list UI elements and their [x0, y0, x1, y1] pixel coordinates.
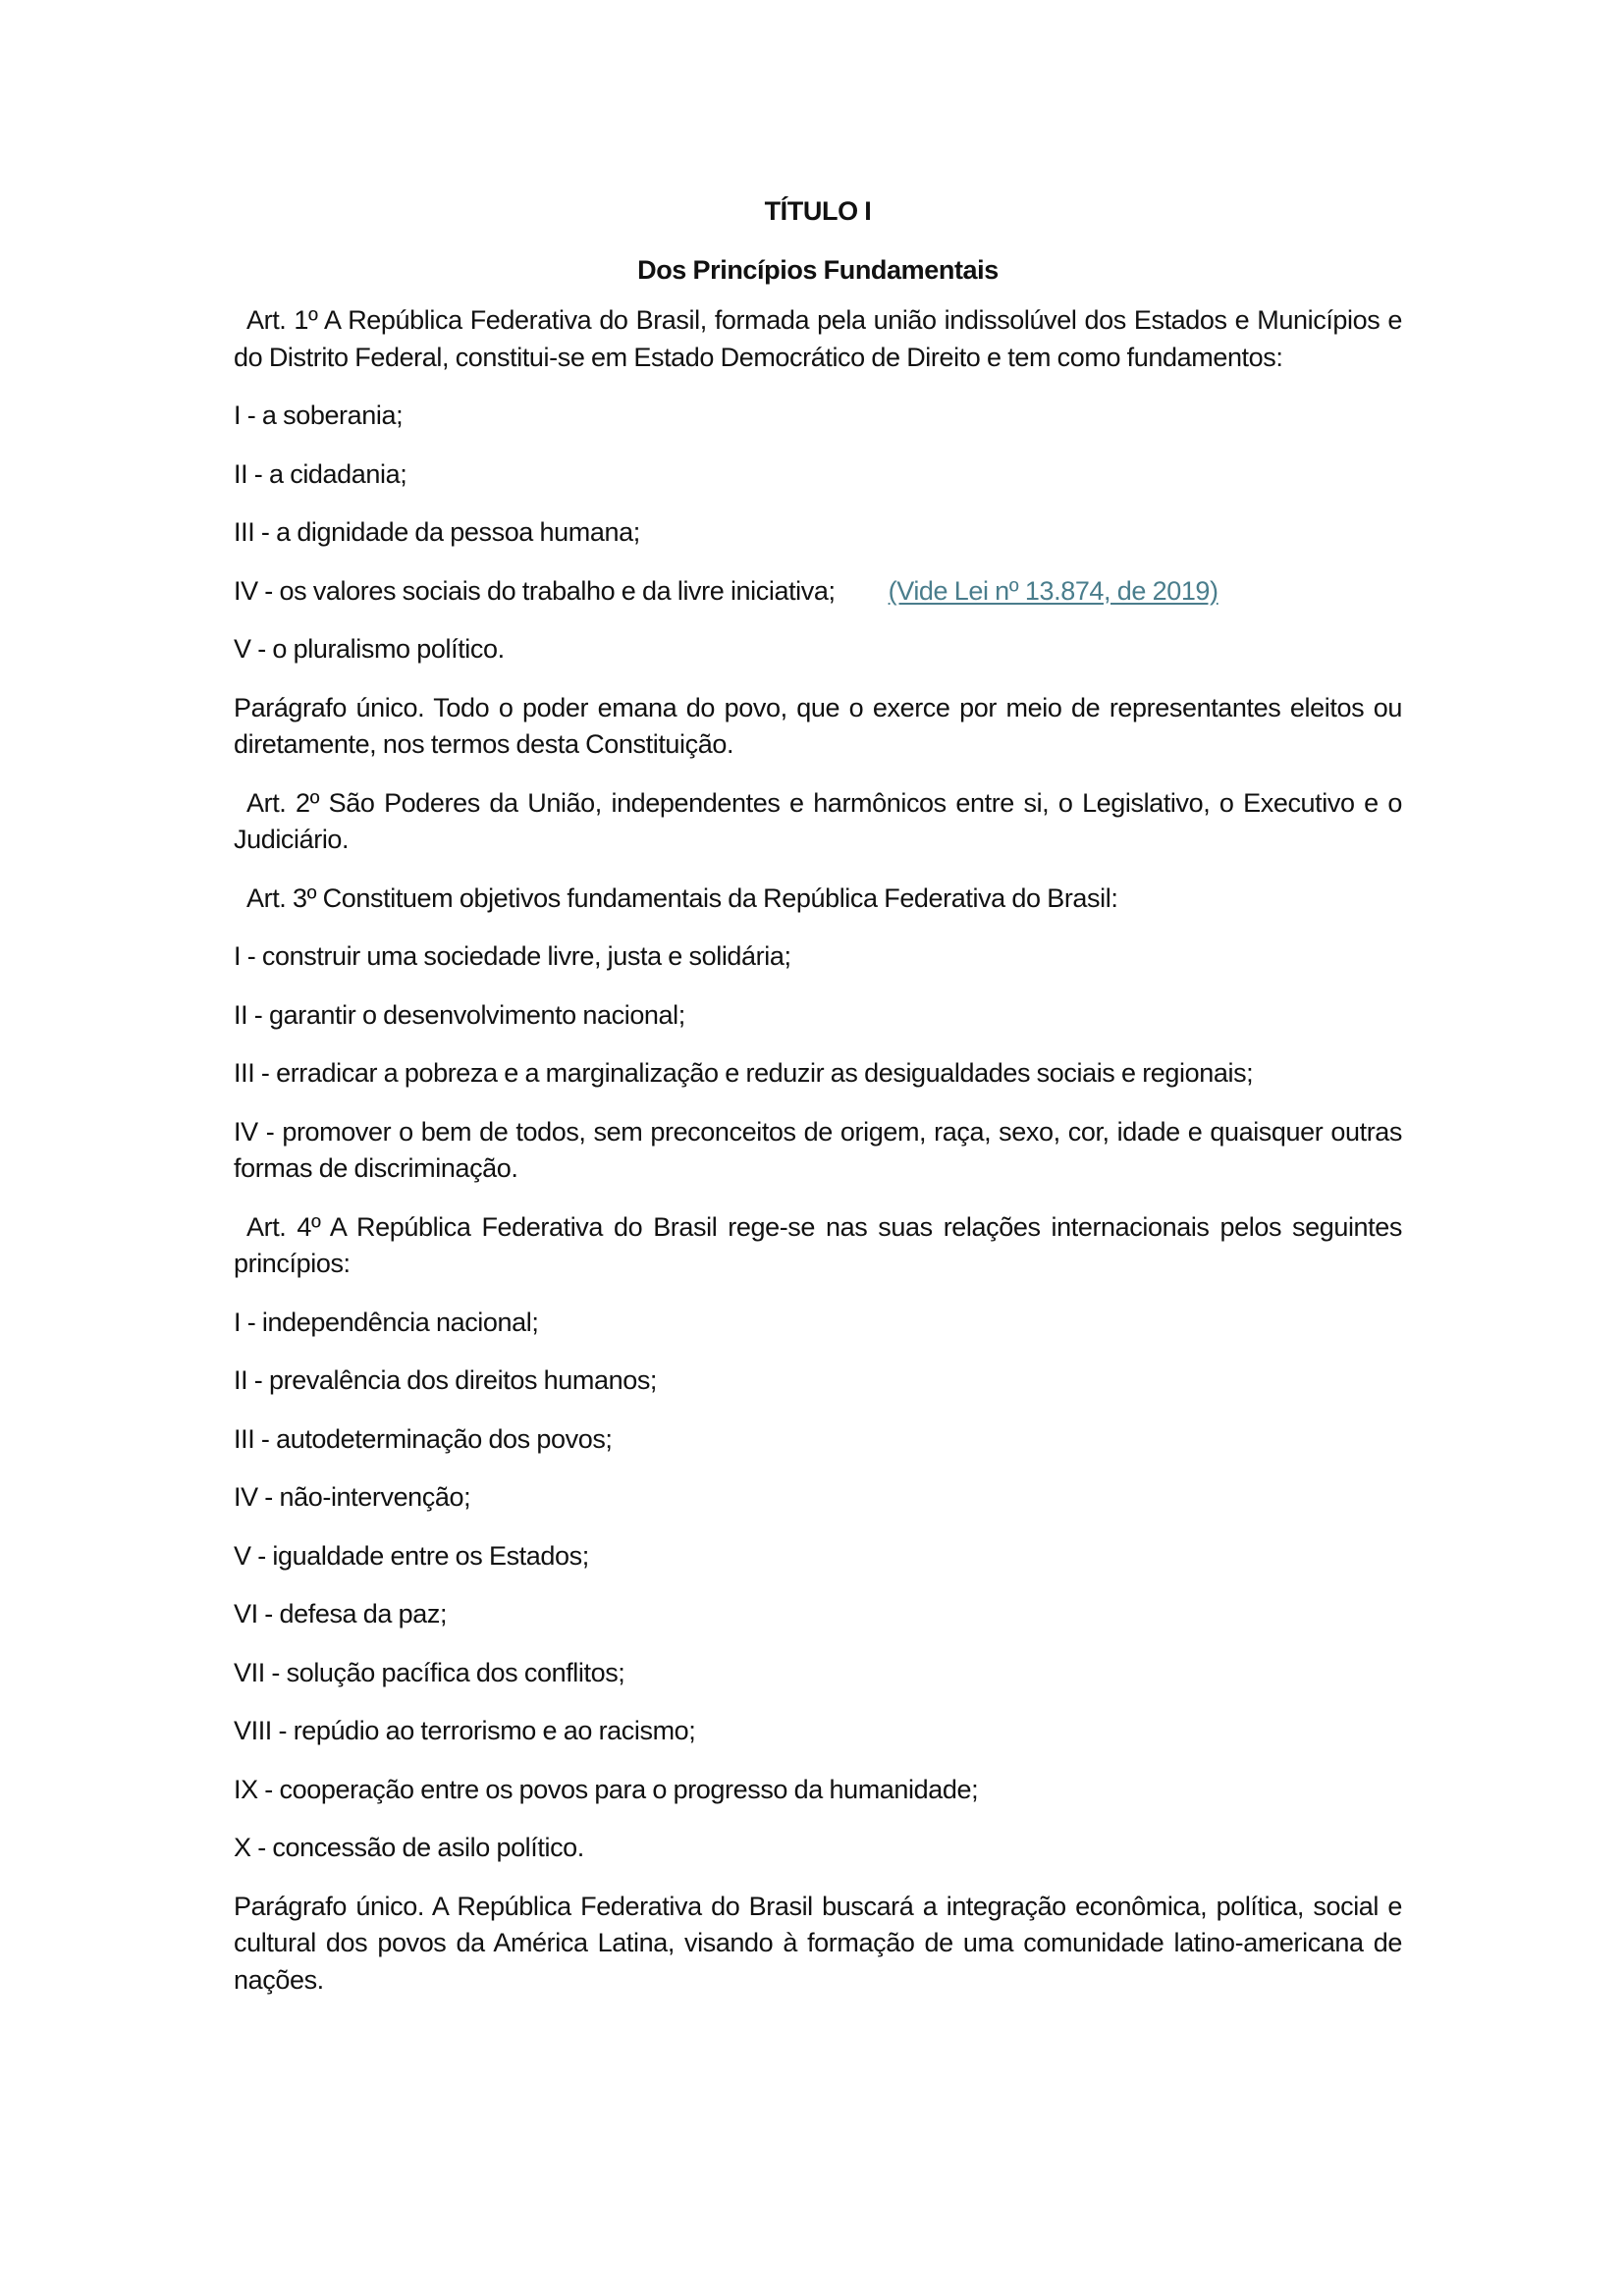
article-1-item-text: IV - os valores sociais do trabalho e da livre iniciativa; — [234, 575, 836, 606]
article-1: Art. 1º A República Federativa do Brasil, formada pela união indissolúvel dos Estados e Municípios e do Distrito Federal, constitui-se em Estado Democrático de Direito e tem como fundamentos: — [234, 305, 1402, 372]
article-4-item: X - concessão de asilo político. — [234, 1833, 584, 1862]
subtitle-heading: Dos Princípios Fundamentais — [637, 255, 999, 285]
document-page — [234, 192, 1402, 2020]
article-4-item: II - prevalência dos direitos humanos; — [234, 1365, 658, 1395]
article-1-item: V - o pluralismo político. — [234, 634, 505, 664]
article-1-item: II - a cidadania; — [234, 458, 407, 489]
article-1-item: III - a dignidade da pessoa humana; — [234, 517, 640, 547]
article-4-paragraph: Parágrafo único. A República Federativa do Brasil buscará a integração econômica, política, social e cultural dos povos da América Latina, visando à formação de uma comunidade latino-americana de nações. — [234, 1891, 1402, 1995]
article-4-item: VII - solução pacífica dos conflitos; — [234, 1657, 625, 1687]
article-1-paragraph: Parágrafo único. Todo o poder emana do povo, que o exerce por meio de representantes eleitos ou diretamente, nos termos desta Constituição. — [234, 692, 1402, 759]
article-3-item: I - construir uma sociedade livre, justa e solidária; — [234, 941, 791, 971]
article-3-item: III - erradicar a pobreza e a marginalização e reduzir as desigualdades sociais e regionais; — [234, 1058, 1254, 1088]
article-3-item: II - garantir o desenvolvimento nacional; — [234, 999, 685, 1030]
article-3-item: IV - promover o bem de todos, sem preconceitos de origem, raça, sexo, cor, idade e quaisquer outras formas de discriminação. — [234, 1116, 1402, 1183]
article-4-item: I - independência nacional; — [234, 1307, 539, 1337]
article-3: Art. 3º Constituem objetivos fundamentais da República Federativa do Brasil: — [246, 882, 1118, 913]
article-4-item: VIII - repúdio ao terrorismo e ao racismo; — [234, 1716, 696, 1745]
article-1-item: I - a soberania; — [234, 400, 404, 430]
article-1-item-iv — [234, 573, 1402, 611]
article-4-item: IX - cooperação entre os povos para o progresso da humanidade; — [234, 1774, 979, 1804]
article-4-item: V - igualdade entre os Estados; — [234, 1540, 589, 1571]
article-4-item: VI - defesa da paz; — [234, 1599, 448, 1629]
article-4-item: IV - não-intervenção; — [234, 1482, 471, 1512]
article-4-item: III - autodeterminação dos povos; — [234, 1423, 613, 1454]
article-2: Art. 2º São Poderes da União, independentes e harmônicos entre si, o Legislativo, o Executivo e o Judiciário. — [234, 787, 1402, 854]
title-heading: TÍTULO I — [764, 196, 872, 226]
vide-lei-link[interactable]: (Vide Lei nº 13.874, de 2019) — [888, 575, 1218, 606]
article-4: Art. 4º A República Federativa do Brasil rege-se nas suas relações internacionais pelos seguintes princípios: — [234, 1211, 1402, 1278]
